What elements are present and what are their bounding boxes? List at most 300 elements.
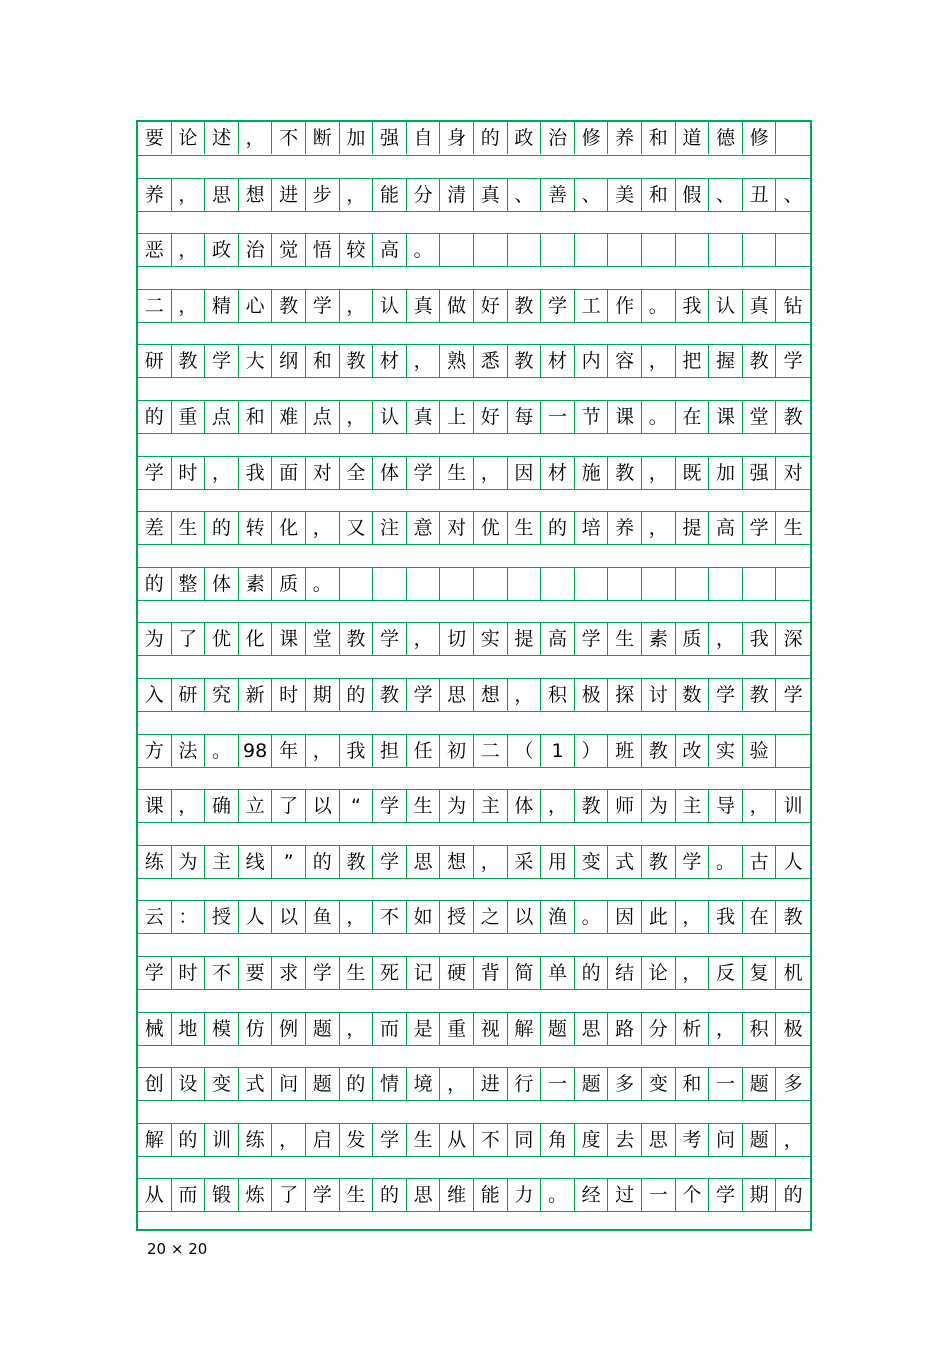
grid-cell: 觉 xyxy=(272,234,306,266)
grid-cell xyxy=(508,234,542,266)
grid-cell: 而 xyxy=(373,1013,407,1045)
grid-cell: 体 xyxy=(373,457,407,489)
grid-cell xyxy=(541,568,575,600)
grid-cell: 和 xyxy=(642,122,676,154)
grid-cell: 思 xyxy=(440,679,474,711)
grid-cell: 思 xyxy=(205,179,239,211)
grid-cell: 。 xyxy=(709,846,743,878)
grid-cell: 如 xyxy=(407,901,441,933)
grid-cell: 善 xyxy=(541,179,575,211)
grid-cell: 人 xyxy=(783,850,803,873)
grid-cell: 生 xyxy=(508,512,542,544)
manuscript-grid xyxy=(136,120,812,1231)
grid-row xyxy=(138,678,810,712)
grid-cell: 是 xyxy=(407,1013,441,1045)
grid-cell: 立 xyxy=(239,790,273,822)
grid-cell: 想 xyxy=(239,179,273,211)
grid-cell: 步 xyxy=(306,179,340,211)
grid-cell: 角 xyxy=(541,1124,575,1156)
grid-cell: 学 xyxy=(138,957,172,989)
grid-cell: 切 xyxy=(440,623,474,655)
grid-cell: 修 xyxy=(743,122,777,154)
grid-cell xyxy=(642,234,676,266)
grid-cell xyxy=(776,122,810,154)
grid-cell: 意 xyxy=(407,512,441,544)
grid-cell xyxy=(642,568,676,600)
grid-cell: 极 xyxy=(575,679,609,711)
grid-cell: 学 xyxy=(743,512,777,544)
grid-cell: 和 xyxy=(676,1068,710,1100)
grid-cell: 生 xyxy=(608,623,642,655)
grid-cell: 想 xyxy=(474,679,508,711)
grid-cell: 之 xyxy=(474,901,508,933)
grid-cell: 了 xyxy=(172,623,206,655)
grid-cell: 生 xyxy=(407,790,441,822)
grid-cell: 时 xyxy=(172,457,206,489)
grid-cell: 用 xyxy=(541,846,575,878)
grid-cell: ， xyxy=(340,290,374,322)
grid-cell: 了 xyxy=(272,790,306,822)
grid-cell: 过 xyxy=(608,1179,642,1211)
grid-cell: 问 xyxy=(272,1068,306,1100)
grid-cell xyxy=(776,735,810,767)
grid-cell: 学 xyxy=(205,345,239,377)
grid-cell: 为 xyxy=(440,790,474,822)
grid-cell: 的 xyxy=(306,846,340,878)
grid-cell: 的 xyxy=(783,1184,803,1207)
grid-cell: 班 xyxy=(608,735,642,767)
grid-cell: 既 xyxy=(676,457,710,489)
grid-cell: 法 xyxy=(172,735,206,767)
grid-cell: 又 xyxy=(340,512,374,544)
grid-cell: 和 xyxy=(306,345,340,377)
grid-cell: 时 xyxy=(272,679,306,711)
grid-cell: 去 xyxy=(608,1124,642,1156)
grid-cell: 的 xyxy=(138,401,172,433)
grid-cell: 械 xyxy=(138,1013,172,1045)
grid-cell: 新 xyxy=(239,679,273,711)
grid-cell: 教 xyxy=(172,345,206,377)
grid-cell: ， xyxy=(743,790,777,822)
grid-cell: 为 xyxy=(138,623,172,655)
grid-cell xyxy=(575,568,609,600)
grid-cell: 验 xyxy=(743,735,777,767)
grid-cell: 思 xyxy=(575,1013,609,1045)
grid-cell: 担 xyxy=(373,735,407,767)
grid-cell xyxy=(608,234,642,266)
grid-cell: ， xyxy=(474,846,508,878)
grid-cell: 真 xyxy=(474,179,508,211)
grid-cell: 注 xyxy=(373,512,407,544)
grid-cell: 美 xyxy=(608,179,642,211)
grid-cell: 学 xyxy=(373,846,407,878)
grid-row xyxy=(138,622,810,656)
grid-cell: 解 xyxy=(508,1013,542,1045)
grid-cell: ， xyxy=(508,679,542,711)
grid-row xyxy=(138,1067,810,1101)
grid-cell: 思 xyxy=(642,1124,676,1156)
grid-cell: 训 xyxy=(205,1124,239,1156)
grid-cell: 授 xyxy=(205,901,239,933)
grid-cell: 质 xyxy=(676,623,710,655)
grid-cell: 教 xyxy=(743,345,777,377)
grid-cell: 化 xyxy=(272,512,306,544)
grid-cell: 培 xyxy=(575,512,609,544)
grid-cell: 悉 xyxy=(474,345,508,377)
grid-cell: 境 xyxy=(407,1068,441,1100)
grid-cell: ， xyxy=(239,122,273,154)
grid-cell: 云 xyxy=(138,901,172,933)
grid-row xyxy=(138,511,810,545)
grid-cell: 从 xyxy=(138,1179,172,1211)
grid-row xyxy=(138,845,810,879)
grid-cell: 多 xyxy=(608,1068,642,1100)
grid-cell: 生 xyxy=(172,512,206,544)
grid-cell xyxy=(776,234,810,266)
grid-cell: 为 xyxy=(172,846,206,878)
grid-cell: 硬 xyxy=(440,957,474,989)
grid-cell: 。 xyxy=(575,901,609,933)
grid-cell: 能 xyxy=(373,179,407,211)
grid-cell: 主 xyxy=(676,790,710,822)
grid-cell: 简 xyxy=(508,957,542,989)
grid-cell: ， xyxy=(272,1124,306,1156)
grid-cell: 点 xyxy=(306,401,340,433)
grid-cell: 此 xyxy=(642,901,676,933)
grid-row xyxy=(138,900,810,934)
grid-size-label: 20 × 20 xyxy=(147,1240,208,1258)
grid-cell: 教 xyxy=(340,846,374,878)
grid-cell: 教 xyxy=(783,406,803,428)
grid-cell: ， xyxy=(709,623,743,655)
grid-cell: 认 xyxy=(709,290,743,322)
grid-cell: 的 xyxy=(541,512,575,544)
grid-cell: 分 xyxy=(407,179,441,211)
grid-cell: ， xyxy=(172,290,206,322)
grid-cell: 进 xyxy=(474,1068,508,1100)
grid-cell: 的 xyxy=(474,122,508,154)
grid-cell xyxy=(709,234,743,266)
grid-cell: 98 xyxy=(239,735,273,767)
grid-cell: 同 xyxy=(508,1124,542,1156)
grid-cell: 要 xyxy=(138,122,172,154)
grid-cell: 课 xyxy=(138,790,172,822)
grid-cell: 差 xyxy=(138,512,172,544)
grid-cell: ， xyxy=(340,179,374,211)
grid-row xyxy=(138,1178,810,1212)
grid-cell xyxy=(407,568,441,600)
grid-cell: 我 xyxy=(340,735,374,767)
grid-cell: 加 xyxy=(340,122,374,154)
grid-cell: 结 xyxy=(608,957,642,989)
grid-cell: 修 xyxy=(575,122,609,154)
grid-cell: 主 xyxy=(474,790,508,822)
grid-cell: 我 xyxy=(676,290,710,322)
grid-cell: 题 xyxy=(306,1068,340,1100)
grid-cell xyxy=(474,568,508,600)
grid-cell: 课 xyxy=(608,401,642,433)
grid-row xyxy=(138,567,810,601)
grid-cell: 对 xyxy=(440,512,474,544)
grid-cell: （ xyxy=(508,735,542,767)
grid-cell: 真 xyxy=(407,290,441,322)
grid-cell: 教 xyxy=(508,290,542,322)
grid-cell xyxy=(743,234,777,266)
grid-cell: ， xyxy=(172,790,206,822)
grid-cell: 不 xyxy=(373,901,407,933)
grid-cell: 生 xyxy=(783,517,803,540)
grid-cell: 训 xyxy=(783,795,803,818)
grid-row xyxy=(138,789,810,823)
grid-cell: 路 xyxy=(608,1013,642,1045)
grid-cell: 式 xyxy=(239,1068,273,1100)
grid-cell: ， xyxy=(172,179,206,211)
grid-cell: 、 xyxy=(783,183,803,206)
grid-cell: 情 xyxy=(373,1068,407,1100)
grid-cell: 以 xyxy=(508,901,542,933)
grid-cell: 生 xyxy=(340,1179,374,1211)
grid-cell: ， xyxy=(642,512,676,544)
grid-cell: 极 xyxy=(783,1017,803,1040)
grid-cell: 生 xyxy=(340,957,374,989)
grid-cell: 我 xyxy=(239,457,273,489)
grid-cell: 作 xyxy=(608,290,642,322)
grid-cell: 道 xyxy=(676,122,710,154)
grid-cell: ， xyxy=(440,1068,474,1100)
grid-cell: 生 xyxy=(407,1124,441,1156)
grid-cell: 题 xyxy=(743,1124,777,1156)
grid-cell: ， xyxy=(306,735,340,767)
grid-cell: 教 xyxy=(642,846,676,878)
grid-cell: 确 xyxy=(205,790,239,822)
grid-cell: 实 xyxy=(474,623,508,655)
grid-cell: 把 xyxy=(676,345,710,377)
grid-cell: 转 xyxy=(239,512,273,544)
grid-cell: 纲 xyxy=(272,345,306,377)
grid-cell xyxy=(608,568,642,600)
grid-row xyxy=(138,178,810,212)
grid-cell: 学 xyxy=(676,846,710,878)
grid-cell: 教 xyxy=(272,290,306,322)
grid-cell: 线 xyxy=(239,846,273,878)
grid-cell: 题 xyxy=(575,1068,609,1100)
grid-cell: 强 xyxy=(373,122,407,154)
grid-cell: 学 xyxy=(306,1179,340,1211)
grid-cell: 施 xyxy=(575,457,609,489)
grid-row xyxy=(138,1012,810,1046)
grid-cell: 教 xyxy=(743,679,777,711)
grid-cell: 不 xyxy=(272,122,306,154)
grid-cell: 单 xyxy=(541,957,575,989)
grid-cell: 对 xyxy=(306,457,340,489)
grid-cell: 研 xyxy=(172,679,206,711)
grid-cell: 仿 xyxy=(239,1013,273,1045)
grid-row xyxy=(138,734,810,768)
grid-cell: 清 xyxy=(440,179,474,211)
grid-cell: 了 xyxy=(272,1179,306,1211)
grid-row xyxy=(138,400,810,434)
grid-cell: 素 xyxy=(642,623,676,655)
grid-cell: 、 xyxy=(709,179,743,211)
grid-cell: ， xyxy=(205,457,239,489)
grid-cell: 体 xyxy=(508,790,542,822)
grid-cell: 好 xyxy=(474,290,508,322)
grid-cell: 。 xyxy=(642,401,676,433)
grid-cell: 提 xyxy=(508,623,542,655)
grid-cell: 机 xyxy=(783,962,803,984)
grid-cell: 数 xyxy=(676,679,710,711)
grid-cell: 设 xyxy=(172,1068,206,1100)
grid-cell: 养 xyxy=(608,512,642,544)
grid-cell: 治 xyxy=(541,122,575,154)
grid-cell: 练 xyxy=(239,1124,273,1156)
grid-cell: ， xyxy=(642,345,676,377)
grid-cell: 反 xyxy=(709,957,743,989)
grid-cell: 教 xyxy=(575,790,609,822)
grid-row xyxy=(138,233,810,267)
grid-row xyxy=(138,289,810,323)
grid-cell: 在 xyxy=(676,401,710,433)
grid-cell: 二 xyxy=(474,735,508,767)
grid-cell: 的 xyxy=(340,679,374,711)
grid-cell xyxy=(676,568,710,600)
grid-cell: 握 xyxy=(709,345,743,377)
grid-cell: 重 xyxy=(440,1013,474,1045)
grid-cell: 学 xyxy=(306,957,340,989)
grid-cell: 因 xyxy=(508,457,542,489)
grid-row xyxy=(138,122,810,156)
grid-cell: ， xyxy=(340,1013,374,1045)
grid-cell: 学 xyxy=(306,290,340,322)
grid-cell: 二 xyxy=(138,290,172,322)
grid-cell: 个 xyxy=(676,1179,710,1211)
grid-cell: 一 xyxy=(709,1068,743,1100)
grid-cell: 题 xyxy=(743,1068,777,1100)
grid-cell: 强 xyxy=(743,457,777,489)
grid-cell: 身 xyxy=(440,122,474,154)
grid-cell: 析 xyxy=(676,1013,710,1045)
grid-cell: 大 xyxy=(239,345,273,377)
grid-cell: 任 xyxy=(407,735,441,767)
grid-cell: 堂 xyxy=(743,401,777,433)
grid-cell: 进 xyxy=(272,179,306,211)
grid-cell xyxy=(676,234,710,266)
grid-cell: 认 xyxy=(373,290,407,322)
grid-cell: 学 xyxy=(407,457,441,489)
grid-cell: 讨 xyxy=(642,679,676,711)
grid-cell: 古 xyxy=(743,846,777,878)
grid-cell: 难 xyxy=(272,401,306,433)
grid-cell: 生 xyxy=(440,457,474,489)
grid-cell: 思 xyxy=(407,846,441,878)
grid-cell: 教 xyxy=(340,623,374,655)
grid-cell: 养 xyxy=(138,179,172,211)
grid-cell: 期 xyxy=(743,1179,777,1211)
grid-row xyxy=(138,956,810,990)
grid-cell: 我 xyxy=(743,623,777,655)
grid-cell: “ xyxy=(340,790,374,822)
grid-cell: 改 xyxy=(676,735,710,767)
grid-cell: ， xyxy=(306,512,340,544)
grid-cell xyxy=(541,234,575,266)
grid-cell: 模 xyxy=(205,1013,239,1045)
grid-row xyxy=(138,1123,810,1157)
grid-cell: 治 xyxy=(239,234,273,266)
grid-cell: 真 xyxy=(407,401,441,433)
grid-cell: 式 xyxy=(608,846,642,878)
grid-cell: 探 xyxy=(608,679,642,711)
grid-cell: 以 xyxy=(272,901,306,933)
grid-cell: 材 xyxy=(541,457,575,489)
grid-cell: 节 xyxy=(575,401,609,433)
grid-cell: 发 xyxy=(340,1124,374,1156)
grid-cell: 课 xyxy=(709,401,743,433)
grid-cell: 入 xyxy=(138,679,172,711)
grid-cell: 的 xyxy=(340,1068,374,1100)
grid-cell: 要 xyxy=(239,957,273,989)
grid-cell: 记 xyxy=(407,957,441,989)
grid-cell: 鱼 xyxy=(306,901,340,933)
grid-row xyxy=(138,456,810,490)
grid-cell: 提 xyxy=(676,512,710,544)
grid-cell: 教 xyxy=(340,345,374,377)
grid-cell: 对 xyxy=(783,461,803,484)
grid-cell: 学 xyxy=(783,684,803,706)
grid-cell: 而 xyxy=(172,1179,206,1211)
grid-cell: 一 xyxy=(541,401,575,433)
grid-cell: 体 xyxy=(205,568,239,600)
grid-cell: 的 xyxy=(138,568,172,600)
grid-cell: 考 xyxy=(676,1124,710,1156)
grid-cell: 。 xyxy=(407,234,441,266)
grid-cell: 自 xyxy=(407,122,441,154)
grid-cell: 题 xyxy=(306,1013,340,1045)
grid-cell: 期 xyxy=(306,679,340,711)
grid-cell: 力 xyxy=(508,1179,542,1211)
grid-cell: 初 xyxy=(440,735,474,767)
grid-cell: 熟 xyxy=(440,345,474,377)
grid-cell: 全 xyxy=(340,457,374,489)
grid-cell: 心 xyxy=(239,290,273,322)
grid-cell xyxy=(776,568,810,600)
grid-cell: 行 xyxy=(508,1068,542,1100)
grid-cell: 求 xyxy=(272,957,306,989)
grid-cell: 、 xyxy=(508,179,542,211)
grid-cell: 地 xyxy=(172,1013,206,1045)
grid-cell: 教 xyxy=(508,345,542,377)
grid-cell: 政 xyxy=(205,234,239,266)
grid-cell: 积 xyxy=(743,1013,777,1045)
grid-cell: 练 xyxy=(138,846,172,878)
grid-cell: 的 xyxy=(205,512,239,544)
grid-cell: 深 xyxy=(783,628,803,651)
grid-cell: 解 xyxy=(138,1124,172,1156)
grid-cell: 。 xyxy=(642,290,676,322)
grid-cell: 工 xyxy=(575,290,609,322)
grid-cell: 教 xyxy=(608,457,642,489)
grid-cell: 在 xyxy=(743,901,777,933)
grid-cell: 重 xyxy=(172,401,206,433)
grid-cell: 主 xyxy=(205,846,239,878)
grid-cell: 点 xyxy=(205,401,239,433)
grid-cell: 变 xyxy=(642,1068,676,1100)
grid-cell: 堂 xyxy=(306,623,340,655)
grid-cell: 导 xyxy=(709,790,743,822)
grid-cell xyxy=(508,568,542,600)
grid-cell xyxy=(440,234,474,266)
grid-cell: ， xyxy=(709,1013,743,1045)
grid-cell: ” xyxy=(272,846,306,878)
